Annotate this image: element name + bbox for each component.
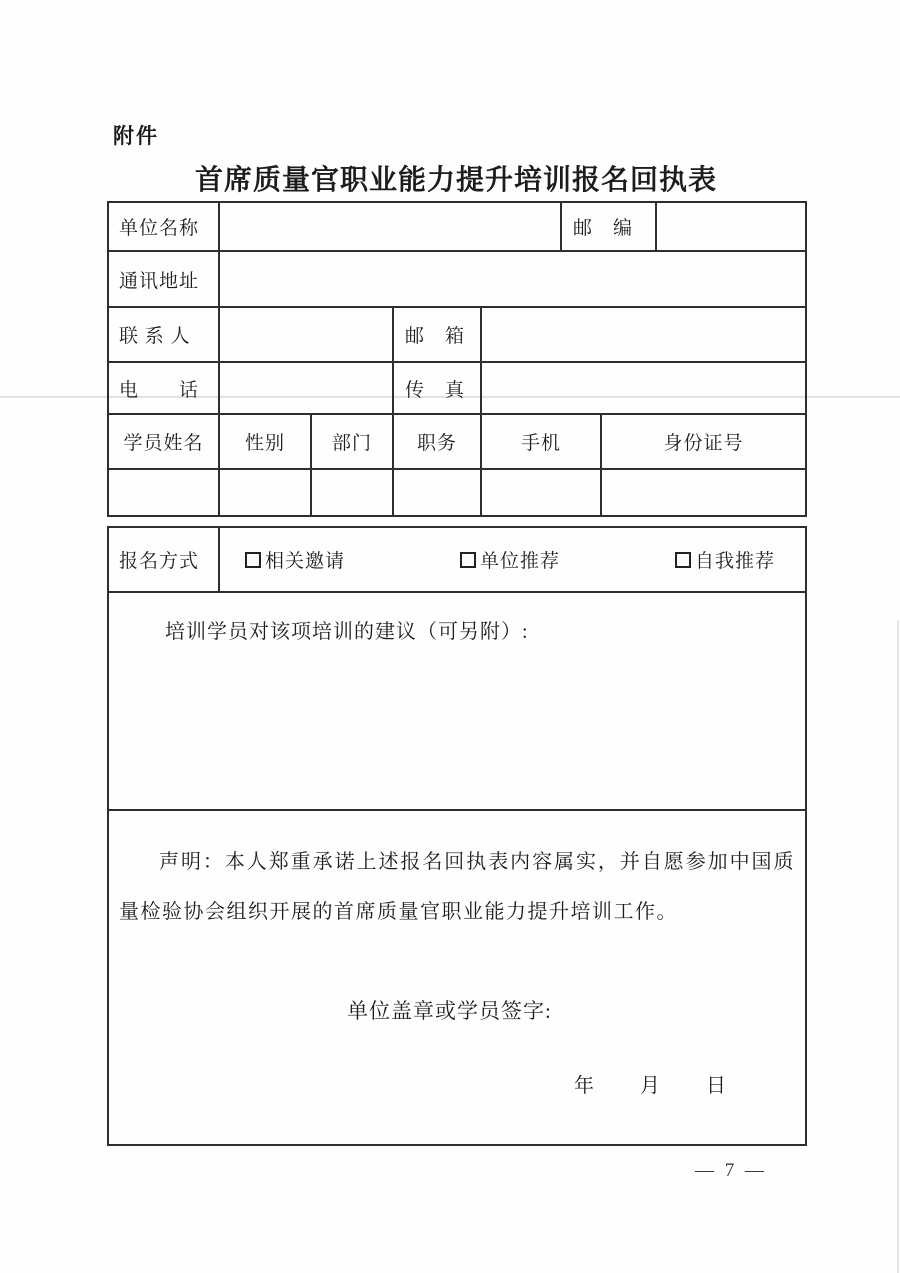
form-title: 首席质量官职业能力提升培训报名回执表 <box>194 165 717 196</box>
declaration-cell <box>108 810 806 1145</box>
row-declaration <box>108 810 806 1145</box>
contact-field <box>219 307 393 362</box>
row-contact <box>108 307 806 362</box>
contact-label: 联 系 人 <box>108 307 219 362</box>
signature-label: 单位盖章或学员签字: <box>347 999 552 1023</box>
postal-code-label: 邮 编 <box>561 202 656 251</box>
option-label: 单位推荐 <box>479 551 560 572</box>
checkbox-icon <box>460 552 476 568</box>
scan-artifact-edge <box>897 620 899 1273</box>
mobile-header: 手机 <box>481 414 601 469</box>
fax-label: 传 真 <box>393 362 481 414</box>
row-address <box>108 251 806 307</box>
row-unit-name <box>108 202 806 251</box>
date-label: 年 月 日 <box>574 1075 728 1097</box>
row-registration-method <box>108 527 806 592</box>
student-name-header: 学员姓名 <box>108 414 219 469</box>
page-number: — 7 — <box>695 1160 767 1181</box>
option-label: 自我推荐 <box>694 551 775 572</box>
option-unit-recommendation <box>460 546 560 573</box>
id-number-header: 身份证号 <box>601 414 806 469</box>
registration-options-cell <box>219 527 806 592</box>
option-self-recommendation <box>675 546 775 573</box>
gender-header: 性别 <box>219 414 311 469</box>
registration-method-label: 报名方式 <box>108 527 219 592</box>
attachment-label: 附件 <box>113 125 159 148</box>
position-field <box>393 469 481 516</box>
email-label: 邮 箱 <box>393 307 481 362</box>
suggestions-cell <box>108 592 806 810</box>
department-field <box>311 469 393 516</box>
phone-label: 电 话 <box>108 362 219 414</box>
postal-code-field <box>656 202 806 251</box>
department-header: 部门 <box>311 414 393 469</box>
position-header: 职务 <box>393 414 481 469</box>
declaration-text: 声明：本人郑重承诺上述报名回执表内容属实，并自愿参加中国质量检验协会组织开展的首席质量官职业能力提升培训工作。 <box>119 851 795 923</box>
form-table-upper <box>107 201 807 517</box>
option-related-invitation <box>245 546 345 573</box>
option-label: 相关邀请 <box>265 551 346 572</box>
student-name-field <box>108 469 219 516</box>
id-number-field <box>601 469 806 516</box>
form-table-lower <box>107 526 807 1146</box>
unit-name-label: 单位名称 <box>108 202 219 251</box>
phone-field <box>219 362 393 414</box>
address-label: 通讯地址 <box>108 251 219 307</box>
gender-field <box>219 469 311 516</box>
row-suggestions <box>108 592 806 810</box>
fax-field <box>481 362 806 414</box>
row-student-entry <box>108 469 806 516</box>
checkbox-icon <box>675 552 691 568</box>
registration-form <box>107 201 805 1146</box>
suggestions-label: 培训学员对该项培训的建议（可另附）: <box>165 621 529 643</box>
checkbox-icon <box>245 552 261 568</box>
row-student-headers <box>108 414 806 469</box>
address-field <box>219 251 806 307</box>
email-field <box>481 307 806 362</box>
mobile-field <box>481 469 601 516</box>
row-phone <box>108 362 806 414</box>
unit-name-field <box>219 202 561 251</box>
